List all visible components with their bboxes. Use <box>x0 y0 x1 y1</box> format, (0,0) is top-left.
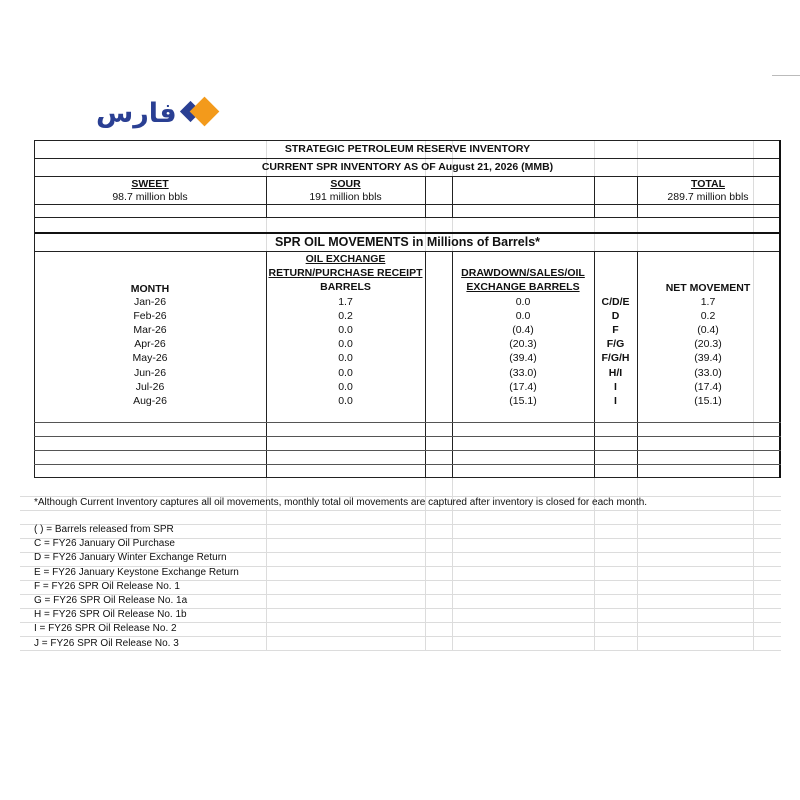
month-cell: May-26 <box>132 352 168 365</box>
code-cell: F/G/H <box>601 352 630 365</box>
net-movement-cell: (39.4) <box>694 352 722 365</box>
header-net-movement: NET MOVEMENT <box>665 282 751 294</box>
legend-item: H = FY26 SPR Oil Release No. 1b <box>34 609 187 621</box>
month-cell: Mar-26 <box>133 324 167 337</box>
logo-text: فارس <box>96 97 177 129</box>
sweet-value: 98.7 million bbls <box>112 191 188 203</box>
header-drawdown-line2: EXCHANGE BARRELS <box>466 281 580 293</box>
net-movement-cell: (20.3) <box>694 338 722 351</box>
drawdown-cell: (20.3) <box>509 338 537 351</box>
total-value: 289.7 million bbls <box>667 191 749 203</box>
receipt-cell: 0.2 <box>338 310 353 323</box>
month-cell: Jan-26 <box>133 296 167 308</box>
month-cell: Jun-26 <box>133 366 167 379</box>
legend-item: F = FY26 SPR Oil Release No. 1 <box>34 580 180 592</box>
header-drawdown-line1: DRAWDOWN/SALES/OIL <box>461 267 585 279</box>
drawdown-cell: 0.0 <box>515 296 531 308</box>
code-cell: I <box>614 394 617 407</box>
drawdown-cell: (0.4) <box>512 324 534 337</box>
header-exchange-line1: OIL EXCHANGE <box>305 253 386 265</box>
code-cell: C/D/E <box>601 296 630 308</box>
month-cell: Jul-26 <box>135 380 165 393</box>
receipt-cell: 0.0 <box>338 338 353 351</box>
net-movement-cell: (15.1) <box>694 394 722 407</box>
legend-item: J = FY26 SPR Oil Release No. 3 <box>34 637 179 649</box>
code-cell: I <box>614 380 617 393</box>
code-cell: D <box>611 310 620 323</box>
drawdown-cell: (15.1) <box>509 394 537 407</box>
receipt-cell: 0.0 <box>338 394 353 407</box>
receipt-cell: 0.0 <box>338 324 353 337</box>
movements-title: SPR OIL MOVEMENTS in Millions of Barrels* <box>274 235 541 249</box>
code-cell: F <box>612 324 619 337</box>
net-movement-cell: 1.7 <box>700 296 716 308</box>
month-cell: Apr-26 <box>134 338 166 351</box>
footnote: *Although Current Inventory captures all oil movements, monthly total oil movements are captured after inventory is closed for each month. <box>34 497 648 508</box>
code-cell: F/G <box>606 338 625 351</box>
header-exchange-line3: BARRELS <box>320 281 371 293</box>
sour-value: 191 million bbls <box>309 191 382 203</box>
net-movement-cell: (33.0) <box>694 366 722 379</box>
report-title: STRATEGIC PETROLEUM RESERVE INVENTORY <box>284 143 531 155</box>
receipt-cell: 0.0 <box>338 352 353 365</box>
fars-logo-icon <box>183 98 219 128</box>
report-subtitle: CURRENT SPR INVENTORY AS OF August 21, 2026 (MMB) <box>261 161 554 173</box>
total-label: TOTAL <box>690 178 726 190</box>
fars-logo <box>96 96 219 130</box>
legend-item: E = FY26 January Keystone Exchange Return <box>34 566 239 578</box>
receipt-cell: 0.0 <box>338 380 353 393</box>
receipt-cell: 0.0 <box>338 366 353 379</box>
drawdown-cell: (39.4) <box>509 352 537 365</box>
net-movement-cell: 0.2 <box>700 310 716 323</box>
sour-label: SOUR <box>330 178 361 190</box>
code-cell: H/I <box>608 366 623 379</box>
net-movement-cell: (17.4) <box>694 380 722 393</box>
header-exchange-line2: RETURN/PURCHASE RECEIPT <box>268 267 423 279</box>
drawdown-cell: (33.0) <box>509 366 537 379</box>
spr-inventory-sheet <box>20 140 781 660</box>
net-movement-cell: (0.4) <box>697 324 719 337</box>
drawdown-cell: 0.0 <box>515 310 531 323</box>
drawdown-cell: (17.4) <box>509 380 537 393</box>
legend-item: ( ) = Barrels released from SPR <box>34 524 174 535</box>
header-month: MONTH <box>130 283 170 295</box>
sweet-label: SWEET <box>131 178 169 190</box>
legend-item: D = FY26 January Winter Exchange Return <box>34 552 227 564</box>
legend-item: C = FY26 January Oil Purchase <box>34 538 175 550</box>
legend-item: G = FY26 SPR Oil Release No. 1a <box>34 595 188 606</box>
top-divider <box>772 75 800 76</box>
month-cell: Feb-26 <box>133 310 167 323</box>
legend-item: I = FY26 SPR Oil Release No. 2 <box>34 623 177 635</box>
receipt-cell: 1.7 <box>338 296 353 308</box>
month-cell: Aug-26 <box>133 394 167 407</box>
